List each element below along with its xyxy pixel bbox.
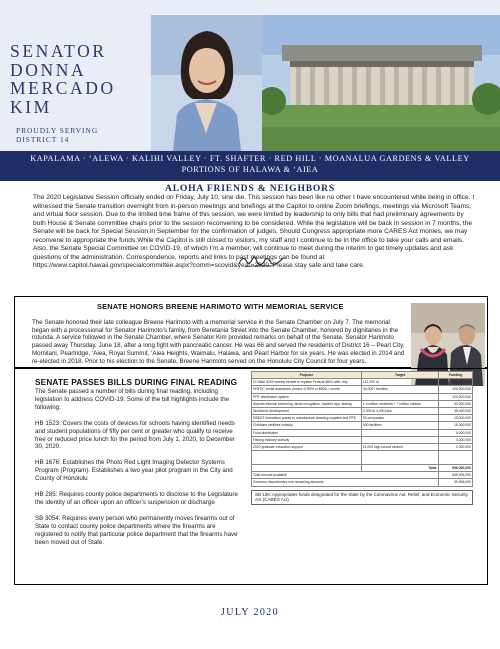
table-cell bbox=[361, 451, 438, 465]
name-line: KIM bbox=[10, 96, 52, 117]
table-cell bbox=[252, 465, 362, 472]
remaining-label: Governor discretionary use remaining amounts bbox=[252, 479, 439, 486]
table-row bbox=[252, 415, 473, 422]
name-line: DONNA bbox=[10, 59, 87, 80]
total-row bbox=[252, 465, 473, 472]
table-row bbox=[252, 443, 473, 450]
column-header: Target bbox=[361, 372, 438, 379]
table-cell: 11,000 high school seniors bbox=[361, 443, 438, 450]
neighborhoods-line: KAPALAMA · ‘ALEWA · KALIHI VALLEY · FT. SHAFTER · RED HILL · MOANALUA GARDENS & VALLEY bbox=[30, 154, 470, 163]
table-cell: 5,000,000 bbox=[439, 429, 473, 436]
table-cell: 15,000,000 bbox=[439, 422, 473, 429]
bills-intro: The Senate passed a number of bills during final reading, including legislation to address COVID-19. Some of the bill highlights include the following: bbox=[35, 388, 229, 411]
table-cell: 2,000,000 bbox=[439, 443, 473, 450]
column-header: Purpose bbox=[252, 372, 362, 379]
bill-item: SB 3054: Requires every person who permanently moves firearms out of State to contact county police departments where the firearms are registered to notify that particular police department that the firearms have been moved out of State. bbox=[35, 514, 238, 546]
table-cell: UI State $100 weekly benefit to replace Federal $600 after July bbox=[252, 379, 362, 386]
bill-item: HB 285: Requires county police departments to disclose to the Legislature the identity of an officer upon an officer’s suspension or discharge bbox=[35, 491, 238, 506]
table-row bbox=[252, 379, 473, 386]
table-row bbox=[252, 386, 473, 393]
total-label: Total: bbox=[361, 465, 438, 472]
senator-name bbox=[10, 42, 150, 116]
table-row bbox=[252, 393, 473, 400]
cares-note: SB 126: Appropriates funds designated for the State by the Coronavirus Aid, Relief, and Economic Security Act (CARES Act) bbox=[251, 490, 473, 505]
table-cell bbox=[361, 393, 438, 400]
table-cell: Airports thermal screening, facial recognition, traveler app, testing bbox=[252, 400, 362, 407]
table-cell: 2020 graduate education support bbox=[252, 443, 362, 450]
table-cell: DBEDT innovation grants to manufacture cleaning supplies and PPE bbox=[252, 415, 362, 422]
available-label: Total amount available bbox=[252, 472, 439, 479]
district-label bbox=[16, 126, 98, 144]
bill-item: HB 1523: Covers the costs of devices for schools having identified needs and student populations of fifty per cent or greater who qualify to receive free or reduced price lunch for the period from July 1, 2020, to December 30, 2020. bbox=[35, 419, 235, 451]
total-value: 596,000,000 bbox=[439, 465, 473, 472]
table-cell: Food distribution bbox=[252, 429, 362, 436]
table-cell: 112,000 UI bbox=[361, 379, 438, 386]
table-row bbox=[252, 422, 473, 429]
capitol-photo bbox=[262, 15, 500, 151]
bill-item: HB 1676: Establishes the Photo Red Light Imaging Detector Systems Program (Program). Establishes a two year pilot program in the City and County of Honolulu bbox=[35, 459, 233, 483]
table-cell: 100,000,000 bbox=[439, 393, 473, 400]
table-cell bbox=[361, 429, 438, 436]
column-header: Funding bbox=[439, 372, 473, 379]
table-cell: Workforce development bbox=[252, 407, 362, 414]
table-cell: 90,000,000 bbox=[439, 400, 473, 407]
table-cell: 230,000,000 bbox=[439, 379, 473, 386]
table-cell: Fishing industry subsidy bbox=[252, 436, 362, 443]
memorial-body: The Senate honored their late colleague Breene Harimoto with a memorial service in the Senate Chamber on July 7. The memorial began with a processional for Senator Harimoto’s family, from Beretania Street into the Senate Chamber, honored by dignitaries in the rotunda. A service followed in the Senate Chamber, where Senator Kim provided remarks on behalf of the Senate. Senator Harimoto passed away Thursday, June 18, after a long fight with pancreatic cancer. He was 66 and served the residents of District 16 – Pearl City, Momilani, Pearlridge, ‘Aiea, Royal Summit, ‘Aiea Heights, Waimalu, Halawa, and Pearl Harbor for six years. He was elected in 2014 and re-elected in 2018. Prior to his election to the Senate, Breene Harimoto served on the Honolulu City Council for four years. bbox=[32, 319, 405, 365]
table-cell: 900 facilities bbox=[361, 422, 438, 429]
name-line: SENATOR bbox=[10, 41, 107, 61]
issue-date: JULY 2020 bbox=[220, 607, 280, 618]
table-cell bbox=[361, 436, 438, 443]
available-row bbox=[252, 472, 473, 479]
aloha-body: The 2020 Legislative Session officially ended on Friday, July 10, sine die. This session has been like no other I have encountered while being in office. I witnessed the Senate transition overnight from in-person meetings and briefings at the Capitol to online Zoom briefings, meetings via Microsoft Teams, and virtual floor session. Due to the limited time frame of this session, we were limited by leadership to only bills that had preliminary agreements by both House & Senate committee chairs prior to the session reconvening to be considered. While the legislature will be back in session in 7 months, the Senate will be back for Special Session in September for the confirmation of judges. Should Congress appropriate more CARES Act monies, we may reconvene to appropriate the funds.While the Capitol is still closed to visitors, my staff and I continue to be in the office to take your calls and emails. Also, the Senate Special Committee on COVID-19, of which I’m a member, will continue to meet during the interim to get timely updates and ask questions of the administration. Correspondence, reports and links to past meetings can be found at https://www.capitol.hawaii.gov/specialcommittee.aspx?comm=scovid&year=2020. Please stay safe and take care. bbox=[33, 194, 475, 269]
table-cell: 34,000+ families bbox=[361, 386, 438, 393]
remaining-value: 39,906,000 bbox=[439, 479, 473, 486]
table-cell: 15,000,000 bbox=[439, 415, 473, 422]
table-row bbox=[252, 451, 473, 465]
table-cell: 100,000,000 bbox=[439, 386, 473, 393]
senator-portrait bbox=[151, 15, 262, 151]
table-cell: 2,000 to 4,000 jobs bbox=[361, 407, 438, 414]
district-neighborhoods bbox=[10, 154, 490, 175]
name-line: MERCADO bbox=[10, 78, 116, 98]
memorial-heading: SENATE HONORS BREENE HARIMOTO WITH MEMORIAL SERVICE bbox=[97, 302, 344, 311]
neighborhoods-line: PORTIONS OF HALAWA & ‘AIEA bbox=[181, 164, 319, 174]
table-cell: 3,000,000 bbox=[439, 436, 473, 443]
cares-funding-table bbox=[251, 371, 473, 505]
table-row bbox=[252, 400, 473, 407]
table-cell bbox=[252, 451, 362, 465]
remaining-row bbox=[252, 479, 473, 486]
available-value: 635,906,000 bbox=[439, 472, 473, 479]
table-row bbox=[252, 436, 473, 443]
table-cell: Childcare facilities subsidy bbox=[252, 422, 362, 429]
table-row bbox=[252, 407, 473, 414]
table-cell: 36,000,000 bbox=[439, 407, 473, 414]
aloha-heading: ALOHA FRIENDS & NEIGHBORS bbox=[164, 183, 336, 194]
table-cell: 30 companies bbox=[361, 415, 438, 422]
serving-line: DISTRICT 14 bbox=[16, 135, 70, 144]
table-row bbox=[252, 429, 473, 436]
table-cell: HHFDC rental assistance (lesser of 50% or $500) / month bbox=[252, 386, 362, 393]
table-cell bbox=[439, 451, 473, 465]
signature-icon bbox=[237, 252, 285, 270]
table-cell: 1.4 million residents + 7 million visitors bbox=[361, 400, 438, 407]
serving-line: PROUDLY SERVING bbox=[16, 126, 99, 135]
bills-body bbox=[35, 388, 242, 555]
table-header-row bbox=[252, 372, 473, 379]
table-cell: PPE distribution system bbox=[252, 393, 362, 400]
bills-heading: SENATE PASSES BILLS DURING FINAL READING bbox=[35, 378, 238, 387]
